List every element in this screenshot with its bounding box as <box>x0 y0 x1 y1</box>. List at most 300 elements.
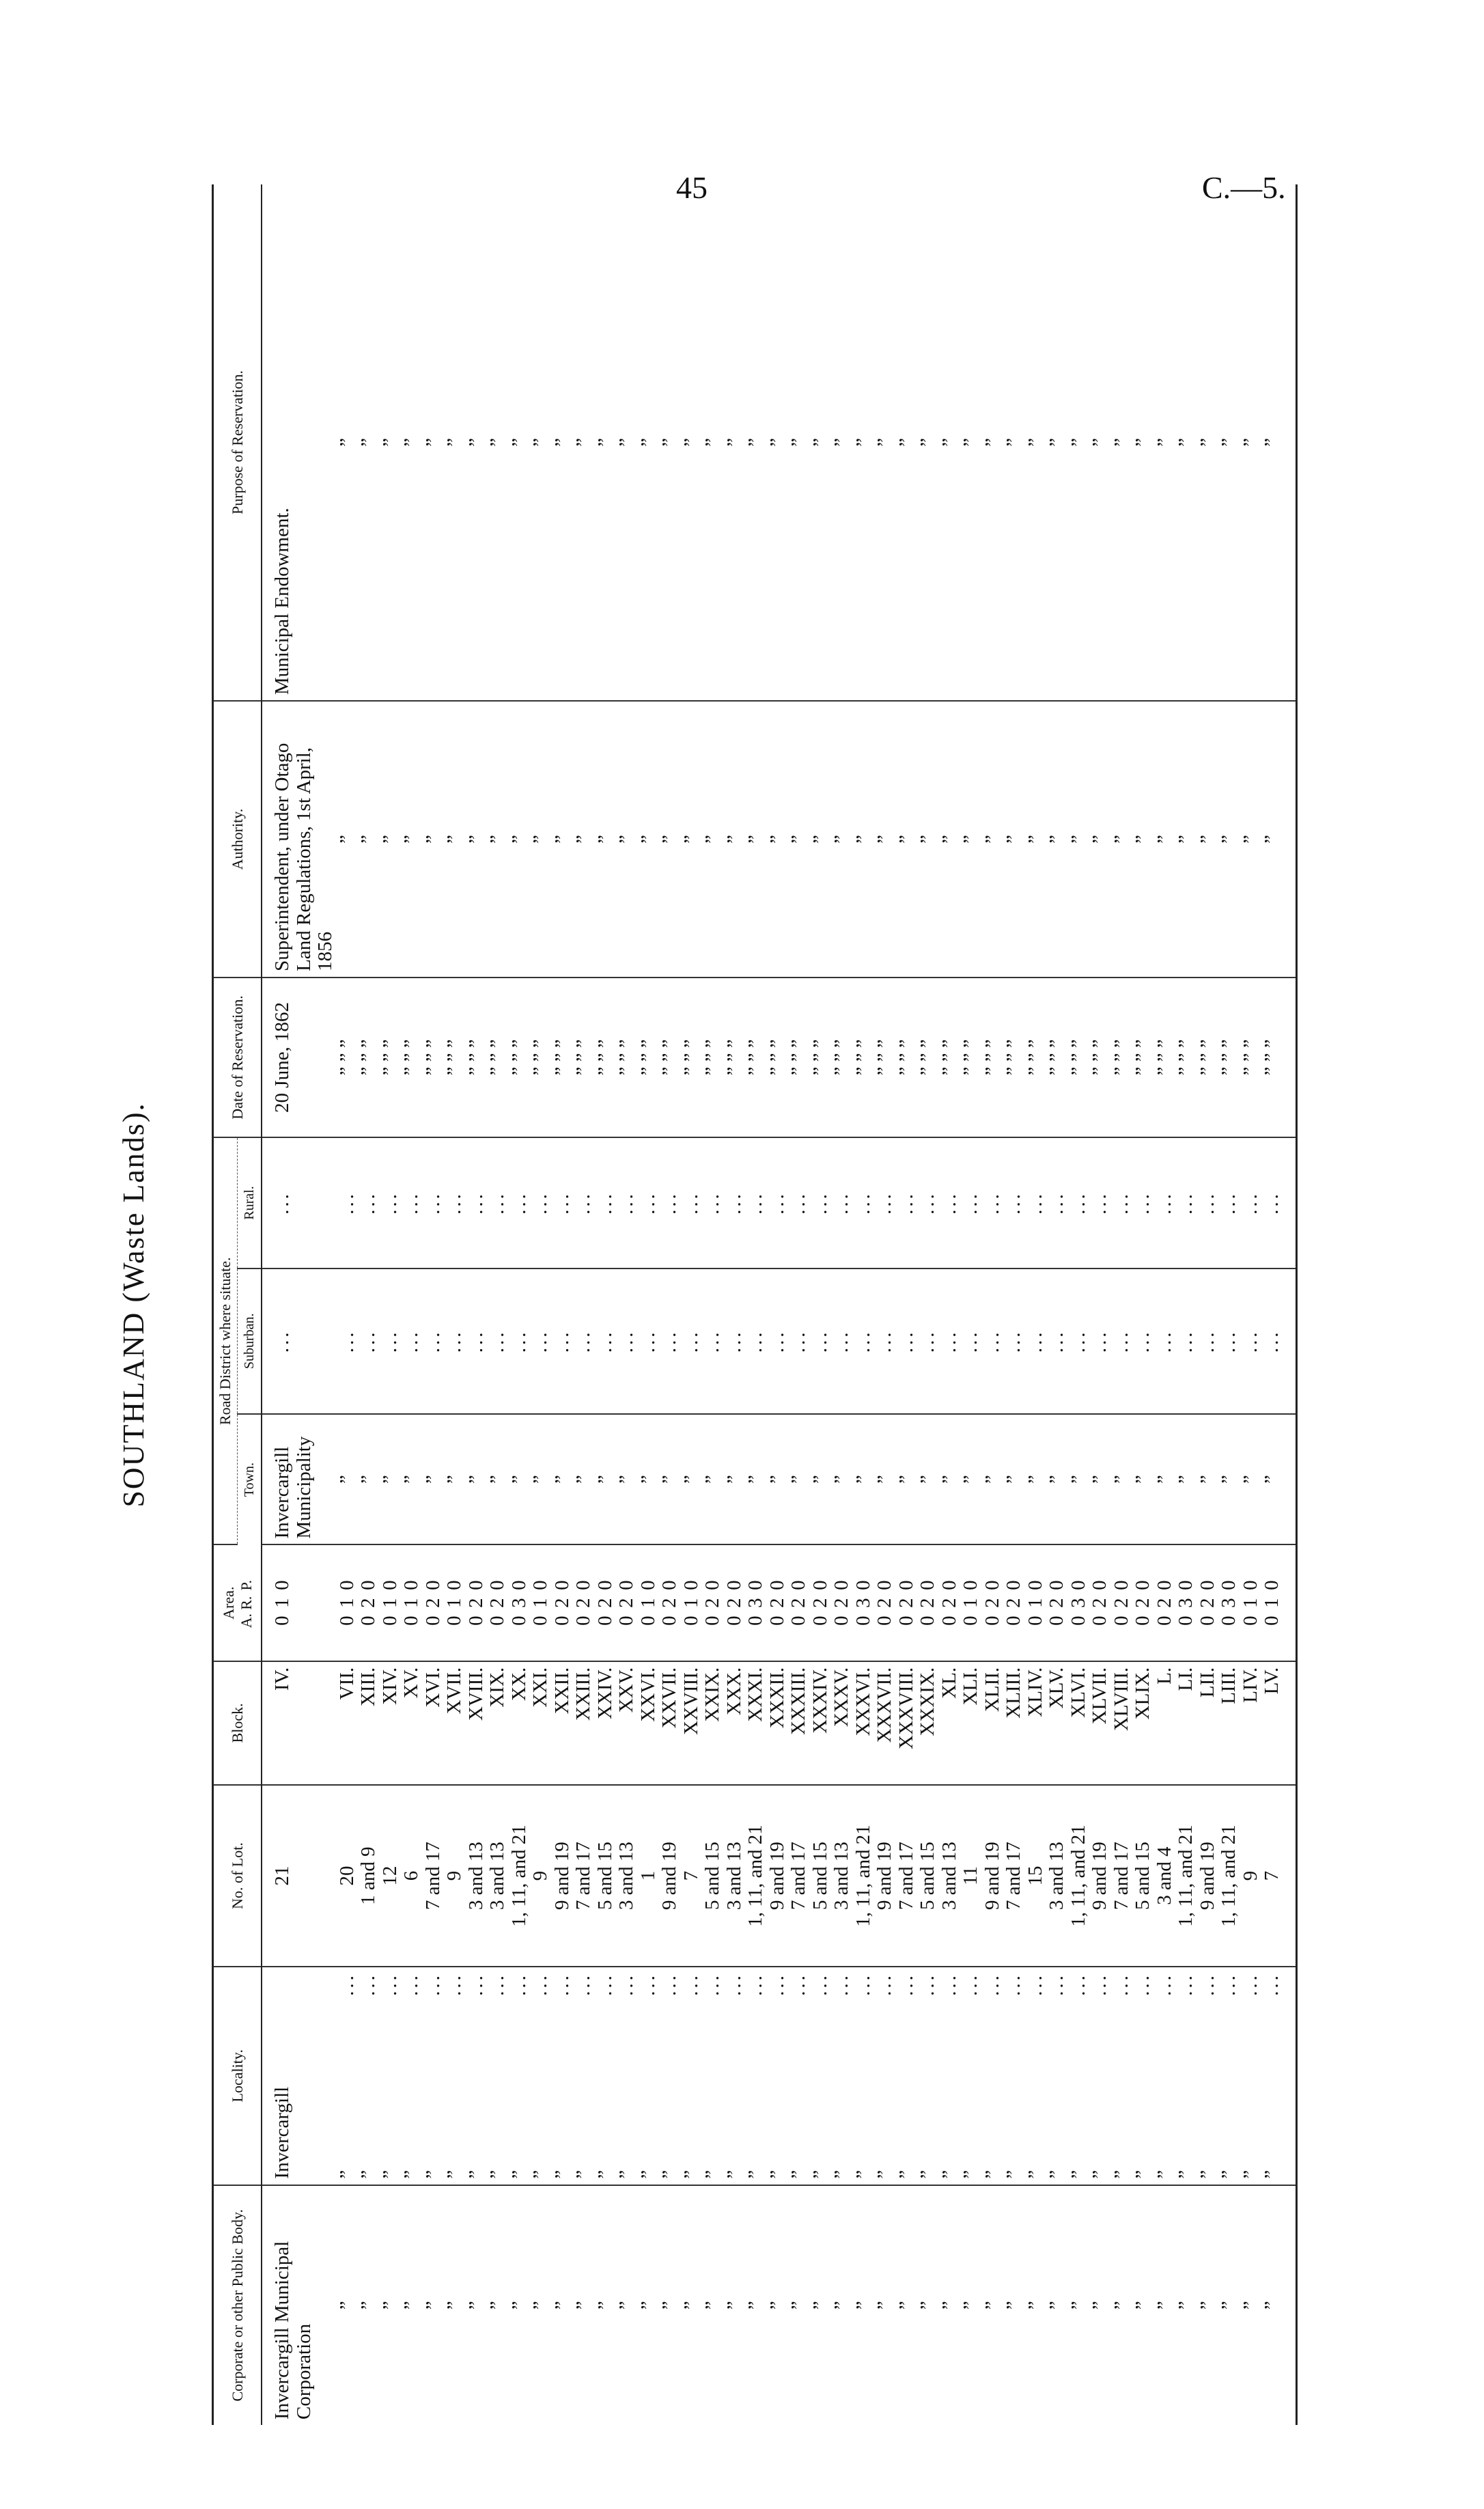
cell-rural: ... <box>1025 1137 1047 1269</box>
cell-suburban: ... <box>380 1269 402 1414</box>
cell-date: ” ” ” <box>1089 978 1111 1137</box>
cell-lot: 7 and 17 <box>423 1785 445 1967</box>
cell-body: ” <box>1196 2301 1218 2310</box>
cell-area: 030 <box>1068 1544 1090 1661</box>
cell-lot: 1, 11, and 21 <box>1068 1785 1090 1967</box>
cell-authority: ” <box>1154 701 1176 978</box>
table-row <box>380 184 402 2425</box>
cell-town: ” <box>1132 1414 1154 1545</box>
cell-block: XXVI. <box>638 1661 660 1785</box>
page-number: 45 <box>676 170 708 205</box>
cell-suburban: ... <box>466 1269 488 1414</box>
cell-date: ” ” ” <box>1003 978 1025 1137</box>
cell-block: LV. <box>1261 1661 1296 1785</box>
cell-locality: ” ... <box>509 1967 531 2185</box>
table-row <box>1003 184 1025 2425</box>
cell-authority: ” <box>380 701 402 978</box>
cell-town: ” <box>616 1414 638 1545</box>
cell-authority: ” <box>1240 701 1262 978</box>
cell-suburban: ... <box>874 1269 896 1414</box>
cell-lot: 12 <box>380 1785 402 1967</box>
cell-authority: ” <box>1132 701 1154 978</box>
cell-rural: ... <box>1240 1137 1262 1269</box>
cell-suburban: ... <box>262 1269 337 1414</box>
cell-purpose: ” <box>1197 184 1219 701</box>
cell-suburban: ... <box>659 1269 681 1414</box>
cell-body: ” <box>335 2301 358 2310</box>
cell-area: 010 <box>1025 1544 1047 1661</box>
cell-lot: 3 and 13 <box>724 1785 746 1967</box>
cell-purpose: ” <box>960 184 982 701</box>
cell-block: LIV. <box>1240 1661 1262 1785</box>
header-block: Block. <box>213 1661 262 1785</box>
cell-block: LIII. <box>1218 1661 1240 1785</box>
cell-body: ” <box>1110 2301 1132 2310</box>
cell-lot: 7 <box>1261 1785 1296 1967</box>
cell-lot: 7 and 17 <box>573 1785 595 1967</box>
cell-suburban: ... <box>552 1269 574 1414</box>
cell-authority: ” <box>487 701 509 978</box>
cell-block: XLI. <box>960 1661 982 1785</box>
cell-body: ” <box>357 2301 379 2310</box>
cell-suburban: ... <box>1175 1269 1197 1414</box>
cell-suburban: ... <box>831 1269 853 1414</box>
cell-authority: ” <box>982 701 1004 978</box>
cell-lot: 9 and 19 <box>767 1785 789 1967</box>
cell-date: ” ” ” <box>337 978 359 1137</box>
cell-date: ” ” ” <box>982 978 1004 1137</box>
table-row <box>1132 184 1154 2425</box>
table-row <box>1046 184 1068 2425</box>
cell-suburban: ... <box>444 1269 466 1414</box>
cell-area: 020 <box>1003 1544 1025 1661</box>
cell-suburban: ... <box>1154 1269 1176 1414</box>
cell-date: ” ” ” <box>939 978 961 1137</box>
cell-area: 020 <box>1154 1544 1176 1661</box>
cell-area: 010 <box>444 1544 466 1661</box>
cell-area: 020 <box>466 1544 488 1661</box>
cell-locality: ” ... <box>853 1967 875 2185</box>
cell-purpose: ” <box>788 184 810 701</box>
cell-rural: ... <box>1197 1137 1219 1269</box>
cell-lot: 9 and 19 <box>552 1785 574 1967</box>
cell-authority: ” <box>1261 701 1296 978</box>
cell-lot: 1, 11, and 21 <box>853 1785 875 1967</box>
cell-body: ” <box>443 2301 465 2310</box>
table-row <box>767 184 789 2425</box>
cell-authority: ” <box>573 701 595 978</box>
cell-body: ” <box>1153 2301 1175 2310</box>
cell-purpose: ” <box>810 184 832 701</box>
cell-locality: ” ... <box>1218 1967 1240 2185</box>
cell-authority: ” <box>767 701 789 978</box>
cell-lot: 9 <box>1240 1785 1262 1967</box>
cell-body: ” <box>1046 2301 1067 2310</box>
cell-date: ” ” ” <box>767 978 789 1137</box>
cell-lot: 1, 11, and 21 <box>509 1785 531 1967</box>
cell-body: ” <box>809 2301 831 2310</box>
header-area: Area. A.R.P. <box>213 1544 262 1661</box>
cell-locality: ” ... <box>745 1967 767 2185</box>
header-authority: Authority. <box>213 701 262 978</box>
cell-suburban: ... <box>724 1269 746 1414</box>
cell-town: ” <box>831 1414 853 1545</box>
table-row <box>552 184 574 2425</box>
cell-lot: 9 and 19 <box>659 1785 681 1967</box>
cell-purpose: ” <box>509 184 531 701</box>
cell-body: ” <box>981 2301 1003 2310</box>
cell-suburban: ... <box>1046 1269 1068 1414</box>
cell-locality: ” ... <box>659 1967 681 2185</box>
cell-purpose: ” <box>530 184 552 701</box>
cell-date: ” ” ” <box>853 978 875 1137</box>
table-row <box>939 184 961 2425</box>
cell-town: ” <box>853 1414 875 1545</box>
cell-authority: ” <box>358 701 380 978</box>
cell-rural: ... <box>530 1137 552 1269</box>
cell-lot: 9 <box>530 1785 552 1967</box>
cell-body: ” <box>486 2301 508 2310</box>
cell-block: XXIII. <box>573 1661 595 1785</box>
cell-rural: ... <box>262 1137 337 1269</box>
cell-authority: ” <box>530 701 552 978</box>
cell-rural: ... <box>509 1137 531 1269</box>
cell-lot: 20 <box>337 1785 359 1967</box>
cell-date: ” ” ” <box>788 978 810 1137</box>
cell-block: XXXVII. <box>874 1661 896 1785</box>
cell-area: 020 <box>1046 1544 1068 1661</box>
table-row <box>616 184 638 2425</box>
cell-area: 010 <box>401 1544 423 1661</box>
cell-purpose: Municipal Endowment. <box>262 184 337 701</box>
cell-area: 020 <box>552 1544 574 1661</box>
cell-lot: 5 and 15 <box>1132 1785 1154 1967</box>
cell-rural: ... <box>853 1137 875 1269</box>
cell-authority: ” <box>788 701 810 978</box>
cell-authority: ” <box>423 701 445 978</box>
cell-area: 020 <box>767 1544 789 1661</box>
cell-town: ” <box>337 1414 359 1545</box>
cell-purpose: ” <box>659 184 681 701</box>
cell-rural: ... <box>1218 1137 1240 1269</box>
cell-lot: 21 <box>262 1785 337 1967</box>
header-purpose: Purpose of Reservation. <box>213 184 262 701</box>
cell-lot: 3 and 13 <box>466 1785 488 1967</box>
cell-lot: 3 and 13 <box>831 1785 853 1967</box>
cell-locality: ” ... <box>573 1967 595 2185</box>
cell-block: XIX. <box>487 1661 509 1785</box>
cell-area: 010 <box>1240 1544 1262 1661</box>
cell-body: ” <box>1218 2301 1240 2310</box>
cell-lot: 7 and 17 <box>896 1785 918 1967</box>
cell-lot: 3 and 4 <box>1154 1785 1176 1967</box>
cell-town: ” <box>745 1414 767 1545</box>
cell-block: XVI. <box>423 1661 445 1785</box>
cell-authority: ” <box>874 701 896 978</box>
cell-block: L. <box>1154 1661 1176 1785</box>
cell-rural: ... <box>939 1137 961 1269</box>
header-date: Date of Reservation. <box>213 978 262 1137</box>
cell-block: XXVII. <box>659 1661 681 1785</box>
cell-lot: 7 and 17 <box>1003 1785 1025 1967</box>
cell-rural: ... <box>1068 1137 1090 1269</box>
cell-rural: ... <box>1003 1137 1025 1269</box>
cell-town: ” <box>1218 1414 1240 1545</box>
cell-authority: ” <box>939 701 961 978</box>
rotated-table-page <box>116 184 1291 2425</box>
cell-rural: ... <box>724 1137 746 1269</box>
cell-date: ” ” ” <box>509 978 531 1137</box>
cell-lot: 7 <box>681 1785 703 1967</box>
cell-block: XXXVI. <box>853 1661 875 1785</box>
cell-body: ” <box>873 2301 895 2310</box>
cell-purpose: ” <box>939 184 961 701</box>
cell-suburban: ... <box>702 1269 724 1414</box>
cell-authority: ” <box>1089 701 1111 978</box>
cell-locality: ” ... <box>1046 1967 1068 2185</box>
cell-purpose: ” <box>573 184 595 701</box>
table-row <box>466 184 488 2425</box>
cell-body: ” <box>1003 2301 1024 2310</box>
cell-lot: 15 <box>1025 1785 1047 1967</box>
cell-rural: ... <box>616 1137 638 1269</box>
cell-area: 010 <box>380 1544 402 1661</box>
cell-town: ” <box>1154 1414 1176 1545</box>
table-row <box>337 184 359 2425</box>
cell-locality: ” ... <box>337 1967 359 2185</box>
cell-date: ” ” ” <box>1240 978 1262 1137</box>
cell-lot: 9 <box>444 1785 466 1967</box>
cell-authority: ” <box>616 701 638 978</box>
cell-rural: ... <box>466 1137 488 1269</box>
cell-purpose: ” <box>1089 184 1111 701</box>
cell-suburban: ... <box>788 1269 810 1414</box>
cell-purpose: ” <box>1261 184 1296 701</box>
cell-locality: ” ... <box>552 1967 574 2185</box>
cell-area: 010 <box>530 1544 552 1661</box>
cell-town: ” <box>1197 1414 1219 1545</box>
table-row <box>487 184 509 2425</box>
cell-area: 020 <box>1111 1544 1133 1661</box>
cell-body: ” <box>550 2301 573 2310</box>
table-row <box>1218 184 1240 2425</box>
cell-locality: ” ... <box>1025 1967 1047 2185</box>
cell-date: ” ” ” <box>896 978 918 1137</box>
cell-town: ” <box>1003 1414 1025 1545</box>
cell-rural: ... <box>401 1137 423 1269</box>
cell-body: Invercargill Municipal Corporation <box>271 2241 315 2420</box>
cell-date: ” ” ” <box>1197 978 1219 1137</box>
cell-town: ” <box>573 1414 595 1545</box>
cell-rural: ... <box>444 1137 466 1269</box>
cell-block: XXX. <box>724 1661 746 1785</box>
cell-purpose: ” <box>681 184 703 701</box>
cell-town: ” <box>638 1414 660 1545</box>
cell-block: XXXIII. <box>788 1661 810 1785</box>
cell-locality: ” ... <box>466 1967 488 2185</box>
cell-area: 010 <box>262 1544 337 1661</box>
cell-suburban: ... <box>745 1269 767 1414</box>
table-row <box>444 184 466 2425</box>
cell-date: ” ” ” <box>487 978 509 1137</box>
cell-area: 020 <box>939 1544 961 1661</box>
cell-lot: 1 <box>638 1785 660 1967</box>
cell-locality: ” ... <box>380 1967 402 2185</box>
table-row <box>1068 184 1090 2425</box>
table-row <box>810 184 832 2425</box>
cell-date: 20 June, 1862 <box>262 978 337 1137</box>
cell-rural: ... <box>960 1137 982 1269</box>
cell-body: ” <box>1024 2301 1046 2310</box>
cell-authority: ” <box>831 701 853 978</box>
cell-area: 030 <box>1218 1544 1240 1661</box>
cell-suburban: ... <box>530 1269 552 1414</box>
table-row <box>853 184 875 2425</box>
cell-lot: 1, 11, and 21 <box>1175 1785 1197 1967</box>
cell-town: ” <box>681 1414 703 1545</box>
cell-rural: ... <box>1132 1137 1154 1269</box>
cell-date: ” ” ” <box>1218 978 1240 1137</box>
cell-body: ” <box>1261 2185 1296 2425</box>
cell-authority: ” <box>896 701 918 978</box>
cell-purpose: ” <box>1175 184 1197 701</box>
cell-block: XIV. <box>380 1661 402 1785</box>
cell-body: ” <box>1239 2301 1261 2310</box>
cell-suburban: ... <box>1218 1269 1240 1414</box>
cell-block: XL. <box>939 1661 961 1785</box>
cell-suburban: ... <box>1132 1269 1154 1414</box>
cell-suburban: ... <box>1068 1269 1090 1414</box>
cell-locality: ” ... <box>917 1967 939 2185</box>
cell-purpose: ” <box>1068 184 1090 701</box>
cell-locality: ” ... <box>896 1967 918 2185</box>
cell-rural: ... <box>659 1137 681 1269</box>
cell-locality: ” ... <box>638 1967 660 2185</box>
cell-town: ” <box>659 1414 681 1545</box>
cell-rural: ... <box>681 1137 703 1269</box>
cell-purpose: ” <box>1132 184 1154 701</box>
cell-town: ” <box>896 1414 918 1545</box>
cell-suburban: ... <box>638 1269 660 1414</box>
cell-block: XVIII. <box>466 1661 488 1785</box>
cell-area: 020 <box>487 1544 509 1661</box>
cell-locality: ” ... <box>982 1967 1004 2185</box>
cell-block: XLVI. <box>1068 1661 1090 1785</box>
cell-lot: 7 and 17 <box>1111 1785 1133 1967</box>
cell-date: ” ” ” <box>1046 978 1068 1137</box>
cell-area: 030 <box>1175 1544 1197 1661</box>
cell-block: XLII. <box>982 1661 1004 1785</box>
cell-authority: ” <box>595 701 617 978</box>
cell-suburban: ... <box>1089 1269 1111 1414</box>
cell-block: XLVII. <box>1089 1661 1111 1785</box>
cell-authority: ” <box>1046 701 1068 978</box>
cell-area: 020 <box>1132 1544 1154 1661</box>
cell-suburban: ... <box>423 1269 445 1414</box>
cell-rural: ... <box>1111 1137 1133 1269</box>
header-town: Town. <box>238 1414 262 1545</box>
cell-purpose: ” <box>917 184 939 701</box>
cell-authority: ” <box>745 701 767 978</box>
cell-body: ” <box>400 2301 422 2310</box>
cell-suburban: ... <box>1197 1269 1219 1414</box>
cell-block: VII. <box>337 1661 359 1785</box>
cell-area: 020 <box>788 1544 810 1661</box>
cell-date: ” ” ” <box>917 978 939 1137</box>
table-row <box>681 184 703 2425</box>
cell-purpose: ” <box>1111 184 1133 701</box>
cell-suburban: ... <box>939 1269 961 1414</box>
cell-rural: ... <box>595 1137 617 1269</box>
cell-body: ” <box>938 2301 960 2310</box>
cell-lot: 11 <box>960 1785 982 1967</box>
cell-town: ” <box>509 1414 531 1545</box>
cell-area: 020 <box>573 1544 595 1661</box>
table-row <box>1175 184 1197 2425</box>
cell-town: ” <box>466 1414 488 1545</box>
cell-lot: 1, 11, and 21 <box>1218 1785 1240 1967</box>
table-row <box>358 184 380 2425</box>
cell-block: XXI. <box>530 1661 552 1785</box>
cell-date: ” ” ” <box>724 978 746 1137</box>
cell-purpose: ” <box>724 184 746 701</box>
cell-date: ” ” ” <box>1068 978 1090 1137</box>
header-lot: No. of Lot. <box>213 1785 262 1967</box>
cell-body: ” <box>895 2301 917 2310</box>
cell-block: XIII. <box>358 1661 380 1785</box>
cell-body: ” <box>1067 2301 1089 2310</box>
cell-body: ” <box>615 2301 637 2310</box>
cell-authority: ” <box>1003 701 1025 978</box>
cell-authority: ” <box>917 701 939 978</box>
cell-authority: ” <box>681 701 703 978</box>
cell-area: 030 <box>853 1544 875 1661</box>
cell-authority: ” <box>960 701 982 978</box>
cell-rural: ... <box>1046 1137 1068 1269</box>
cell-lot: 5 and 15 <box>595 1785 617 1967</box>
cell-suburban: ... <box>896 1269 918 1414</box>
cell-authority: ” <box>724 701 746 978</box>
cell-date: ” ” ” <box>638 978 660 1137</box>
cell-authority: ” <box>810 701 832 978</box>
cell-purpose: ” <box>982 184 1004 701</box>
cell-authority: ” <box>1218 701 1240 978</box>
cell-area: 020 <box>595 1544 617 1661</box>
cell-suburban: ... <box>573 1269 595 1414</box>
table-row <box>724 184 746 2425</box>
cell-block: XXIV. <box>595 1661 617 1785</box>
cell-area: 030 <box>509 1544 531 1661</box>
cell-rural: ... <box>1154 1137 1176 1269</box>
cell-lot: 1, 11, and 21 <box>745 1785 767 1967</box>
cell-area: 020 <box>1197 1544 1219 1661</box>
cell-suburban: ... <box>1261 1269 1296 1414</box>
cell-purpose: ” <box>874 184 896 701</box>
cell-rural: ... <box>702 1137 724 1269</box>
cell-suburban: ... <box>487 1269 509 1414</box>
cell-purpose: ” <box>552 184 574 701</box>
cell-date: ” ” ” <box>810 978 832 1137</box>
cell-suburban: ... <box>595 1269 617 1414</box>
cell-town: ” <box>595 1414 617 1545</box>
cell-block: XXXIV. <box>810 1661 832 1785</box>
cell-locality: ” ... <box>423 1967 445 2185</box>
cell-authority: ” <box>659 701 681 978</box>
table-row <box>788 184 810 2425</box>
cell-rural: ... <box>552 1137 574 1269</box>
cell-suburban: ... <box>358 1269 380 1414</box>
header-rural: Rural. <box>238 1137 262 1269</box>
